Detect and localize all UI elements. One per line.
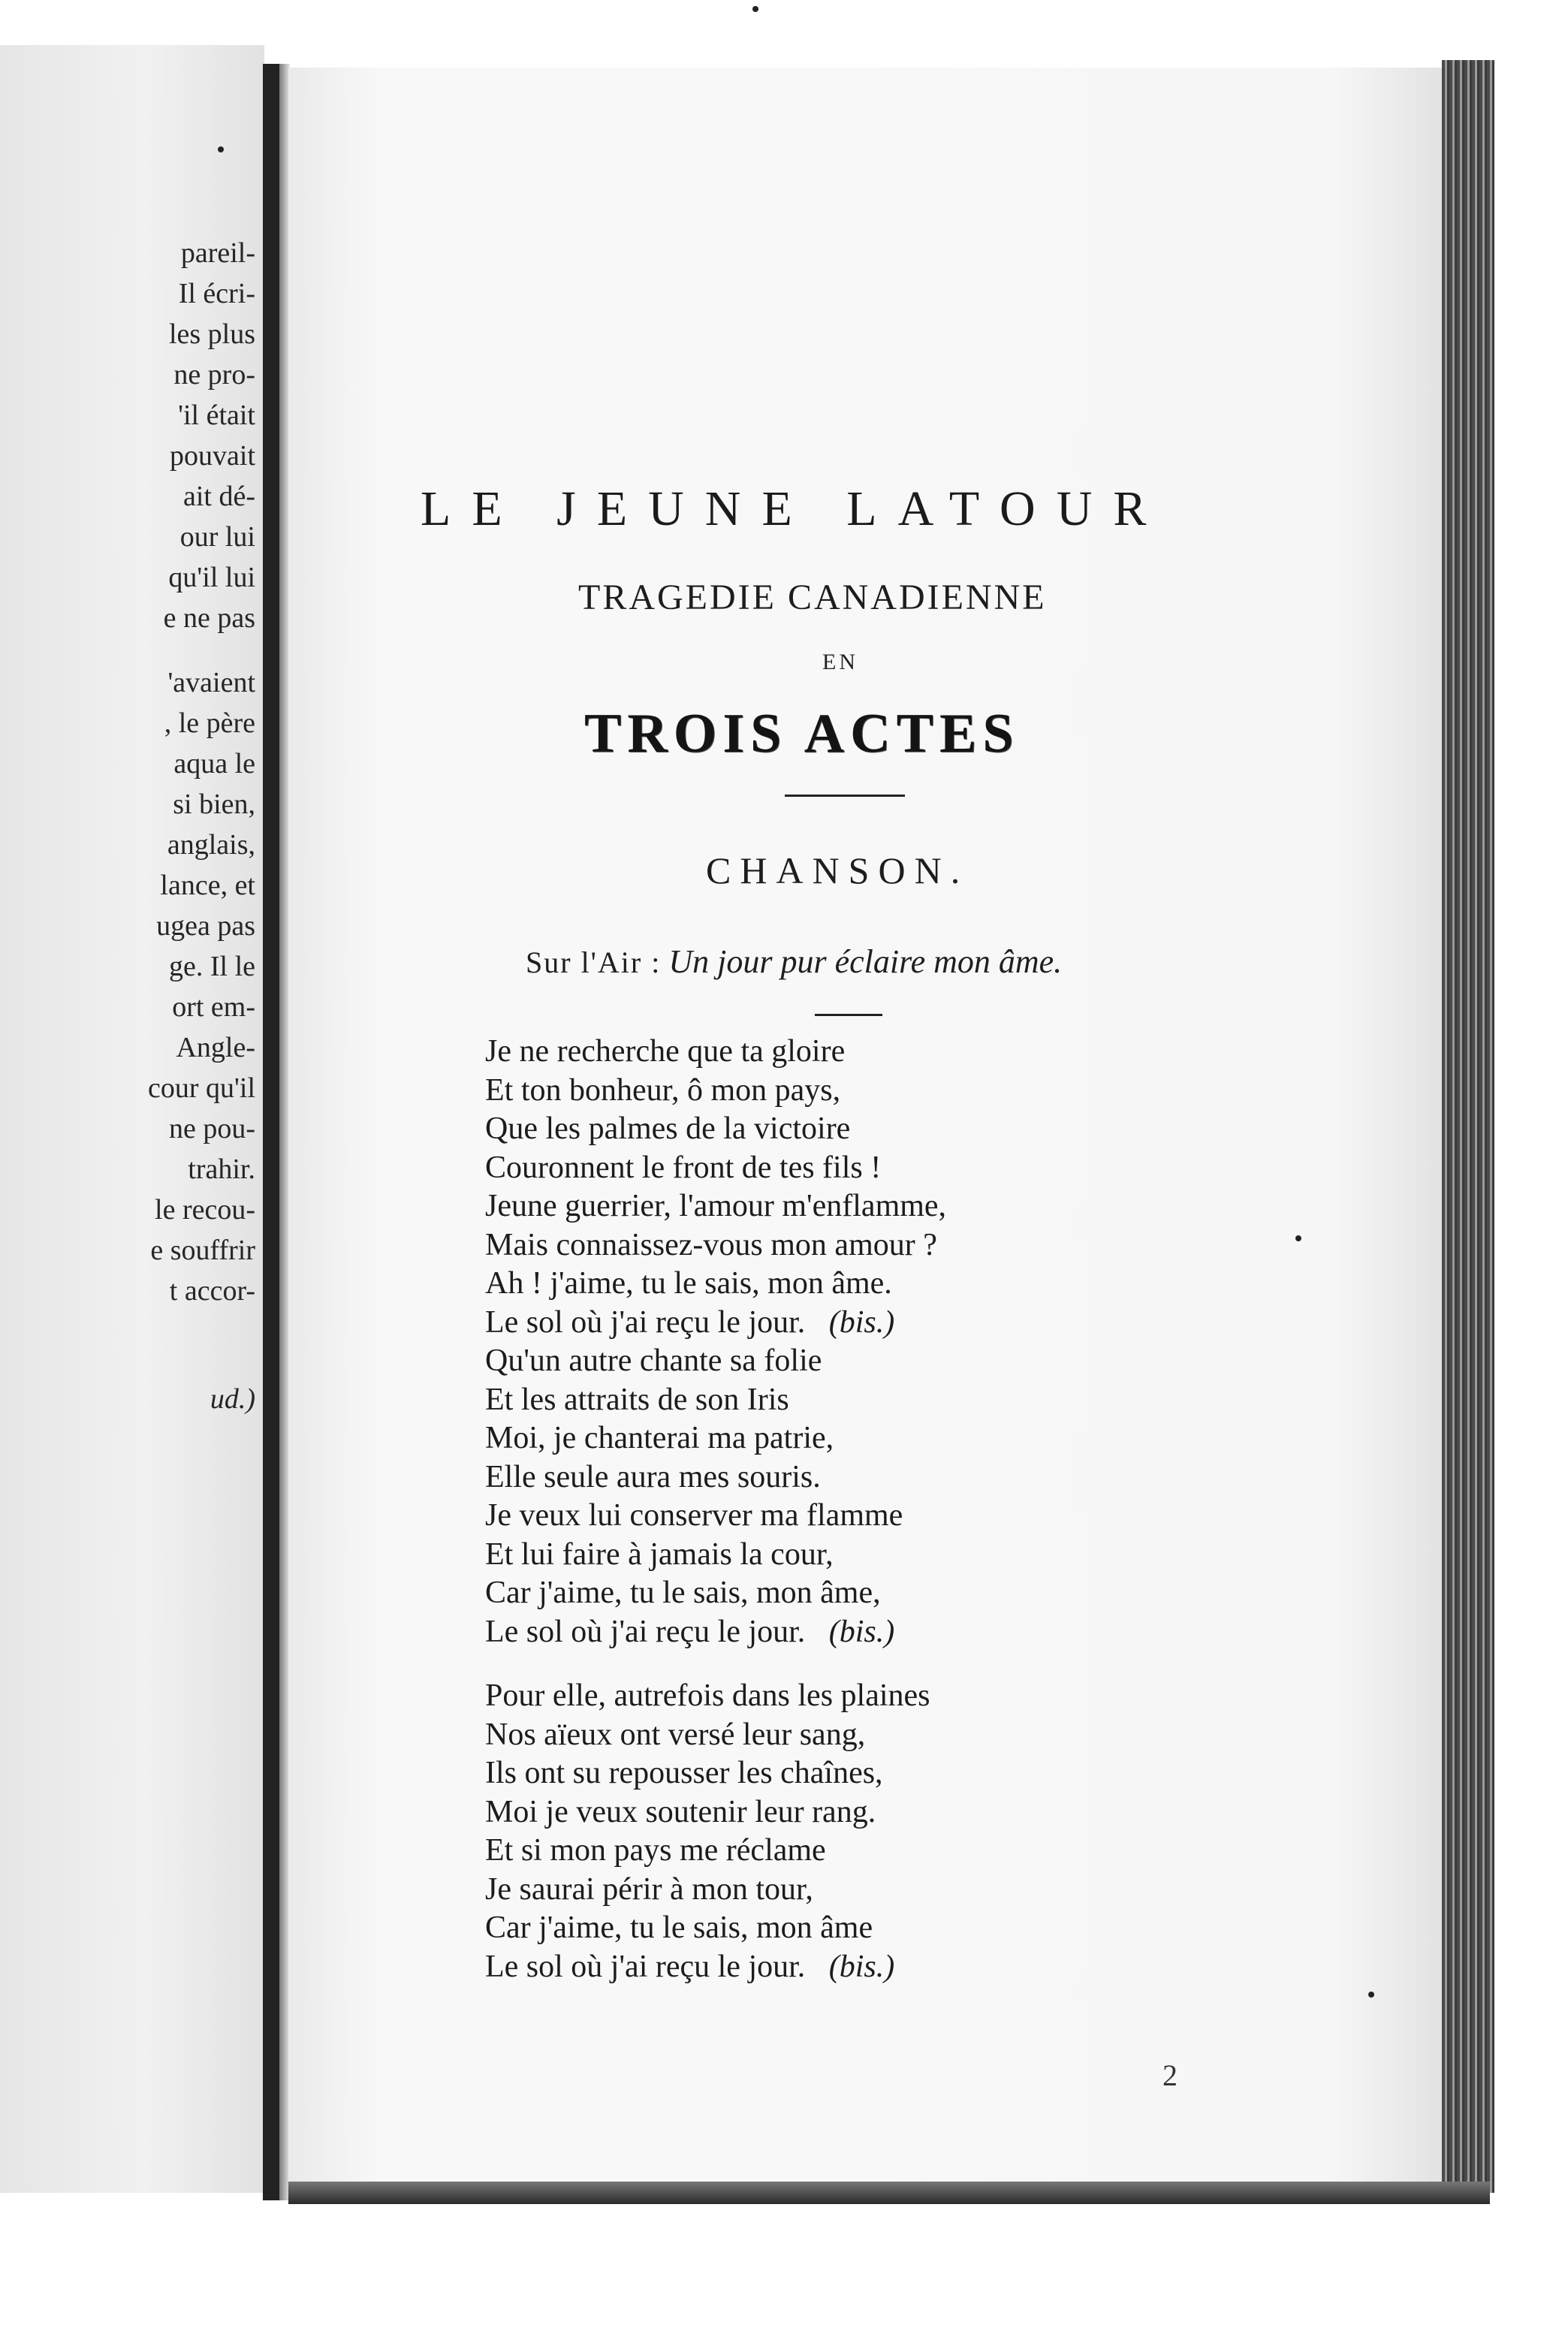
- verse-line: Le sol où j'ai reçu le jour.: [485, 1614, 806, 1649]
- verse-line: Ils ont su repousser les chaînes,: [485, 1756, 883, 1790]
- left-page-line: t accor-: [169, 1275, 255, 1307]
- left-page-line: lance, et: [160, 870, 255, 901]
- stanza-2: [485, 1342, 1236, 1651]
- air-line: [526, 942, 1062, 981]
- page-number: 2: [1162, 2058, 1178, 2092]
- divider-rule: [785, 795, 905, 797]
- verse-line: Ah ! j'aime, tu le sais, mon âme.: [485, 1266, 892, 1301]
- divider-rule-small: [815, 1014, 882, 1016]
- verse-line: Je ne recherche que ta gloire: [485, 1034, 846, 1069]
- verse-line: Le sol où j'ai reçu le jour.: [485, 1949, 806, 1984]
- left-page-line: ait dé-: [182, 481, 255, 512]
- verse-line: Et si mon pays me réclame: [485, 1833, 826, 1868]
- verse-line: Elle seule aura mes souris.: [485, 1459, 821, 1494]
- air-label: Sur l'Air :: [526, 945, 662, 979]
- stanza-3: [485, 1677, 1236, 1986]
- verse-line-repeat: [485, 1613, 1236, 1652]
- verse-line: Et ton bonheur, ô mon pays,: [485, 1072, 841, 1108]
- verse-line: Pour elle, autrefois dans les plaines: [485, 1678, 930, 1713]
- verse-line: Je veux lui conserver ma flamme: [485, 1498, 903, 1533]
- book-gutter: [263, 64, 279, 2200]
- left-page-line: pareil-: [180, 237, 255, 269]
- verse-line: Nos aïeux ont versé leur sang,: [485, 1717, 866, 1752]
- ink-speck: [1368, 1992, 1374, 1998]
- left-page-line: , le père: [164, 707, 255, 739]
- play-title: LE JEUNE LATOUR: [421, 481, 1168, 536]
- verse-line-repeat: [485, 1304, 1236, 1343]
- left-page-line: ge. Il le: [168, 951, 255, 982]
- left-page-line: ud.): [210, 1383, 255, 1415]
- song-heading: CHANSON.: [706, 849, 969, 891]
- left-page-line: cour qu'il: [148, 1072, 255, 1104]
- left-page-line: pouvait: [170, 440, 255, 472]
- verse-line: Et les attraits de son Iris: [485, 1382, 789, 1417]
- left-page-line: our lui: [179, 521, 255, 553]
- verse-line: Et lui faire à jamais la cour,: [485, 1536, 834, 1572]
- verse-line: Mais connaissez-vous mon amour ?: [485, 1227, 937, 1262]
- verse-line: Car j'aime, tu le sais, mon âme,: [485, 1576, 881, 1610]
- left-page-line: qu'il lui: [168, 562, 255, 593]
- verse-line: Moi je veux soutenir leur rang.: [485, 1794, 876, 1829]
- verse-line: Car j'aime, tu le sais, mon âme: [485, 1910, 873, 1945]
- verse-line: Jeune guerrier, l'amour m'enflamme,: [485, 1189, 947, 1223]
- verse-line: Qu'un autre chante sa folie: [485, 1343, 822, 1378]
- verse-line: Couronnent le front de tes fils !: [485, 1150, 882, 1185]
- air-tune: Un jour pur éclaire mon âme.: [668, 943, 1063, 980]
- play-subtitle: TRAGEDIE CANADIENNE: [578, 577, 1047, 617]
- verse-line-repeat: [485, 1948, 1236, 1987]
- bis-marker: (bis.): [828, 1304, 895, 1340]
- subtitle-conjunction: EN: [822, 650, 858, 674]
- left-page-line: si bien,: [173, 789, 255, 820]
- ink-speck: [752, 6, 758, 12]
- acts-heading: TROIS ACTES: [584, 703, 1020, 764]
- left-page-line: ne pro-: [173, 359, 255, 391]
- left-page-line: 'il était: [178, 400, 255, 431]
- verse-line: Que les palmes de la victoire: [485, 1111, 851, 1146]
- left-page-line: anglais,: [167, 829, 255, 861]
- left-page-line: trahir.: [188, 1153, 255, 1185]
- stanza-1: [485, 1033, 1236, 1342]
- page-edges: [1442, 60, 1494, 2193]
- left-page-line: ne pou-: [168, 1113, 255, 1144]
- ink-speck: [1295, 1235, 1301, 1241]
- left-page-line: ort em-: [172, 991, 255, 1023]
- left-page-line: Angle-: [176, 1032, 255, 1063]
- left-facing-page: [0, 45, 264, 2193]
- left-page-line: 'avaient: [167, 667, 255, 698]
- verse-line: Je saurai périr à mon tour,: [485, 1871, 813, 1907]
- bis-marker: (bis.): [828, 1614, 895, 1649]
- left-page-line: le recou-: [155, 1194, 255, 1226]
- left-page-line: les plus: [168, 318, 255, 350]
- left-page-line: e ne pas: [163, 602, 255, 634]
- ink-speck: [218, 146, 224, 152]
- verse-line: Le sol où j'ai reçu le jour.: [485, 1304, 806, 1340]
- bottom-page-edge: [288, 2182, 1490, 2204]
- verse-line: Moi, je chanterai ma patrie,: [485, 1421, 834, 1455]
- left-page-line: Il écri-: [178, 278, 255, 309]
- bis-marker: (bis.): [828, 1949, 895, 1984]
- left-page-line: e souffrir: [150, 1235, 255, 1266]
- left-page-line: ugea pas: [156, 910, 255, 942]
- left-page-line: aqua le: [173, 748, 255, 780]
